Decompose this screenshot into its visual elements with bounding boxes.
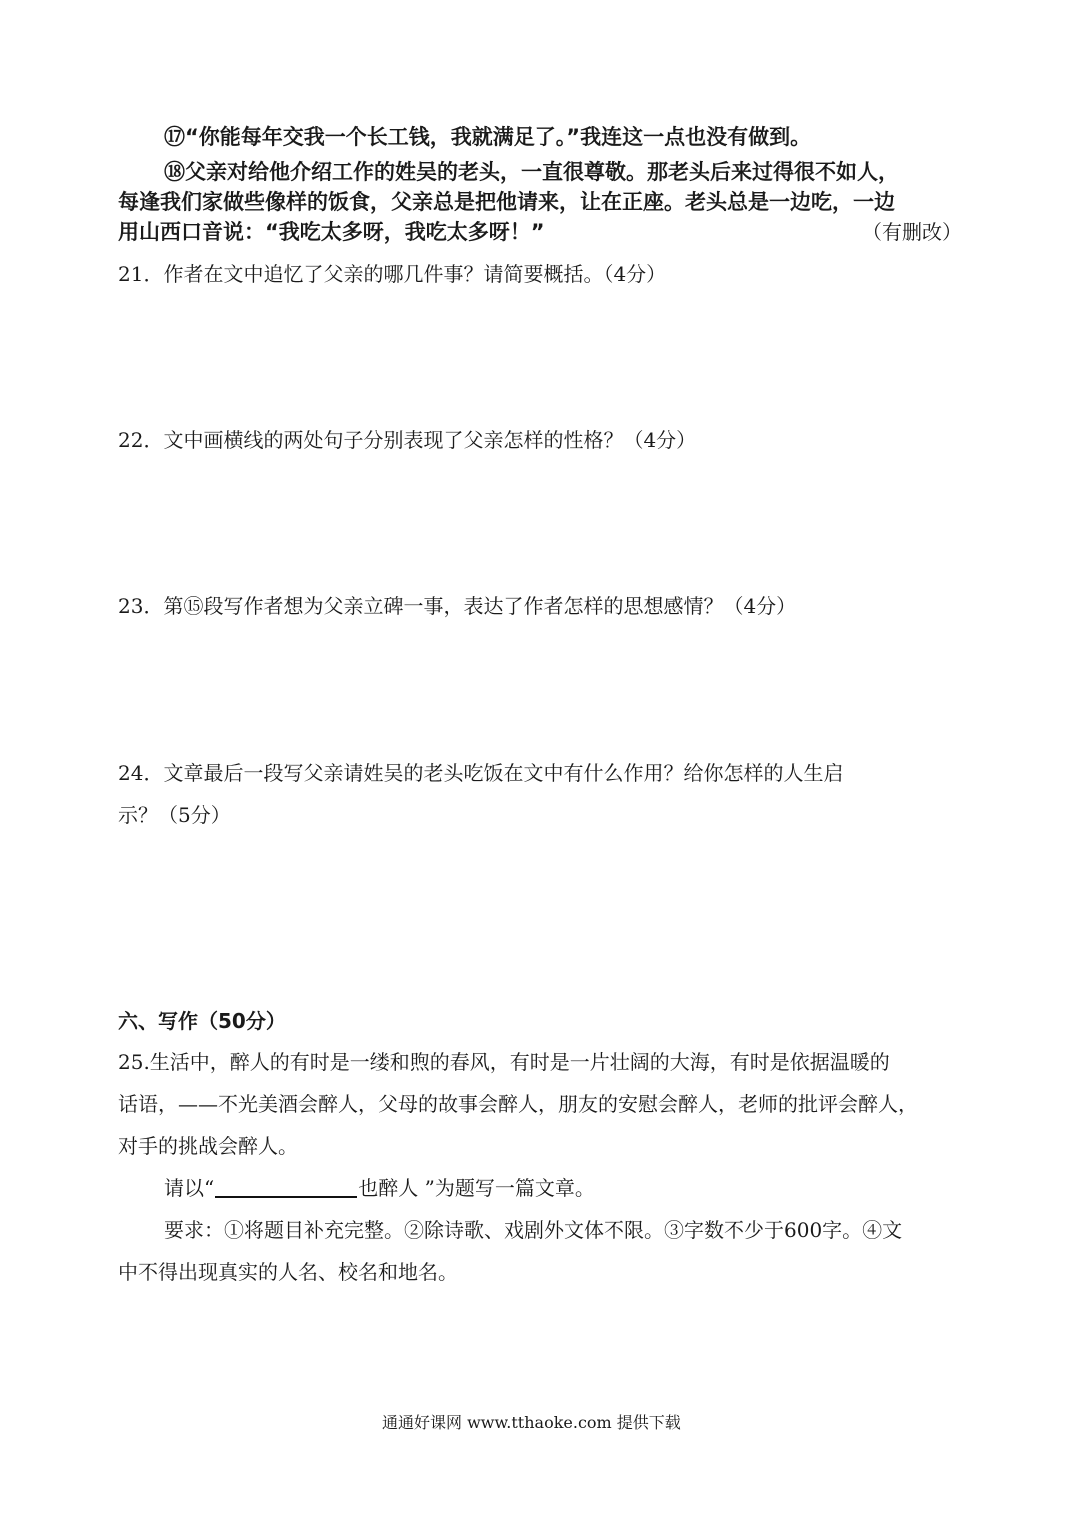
passage-paragraph-18-line-3: 用山西口音说：“我吃太多呀，我吃太多呀！” <box>118 220 545 244</box>
source-note: （有删改） <box>862 220 962 244</box>
essay-prompt <box>164 1172 595 1201</box>
question-25-line-3: 对手的挑战会醉人。 <box>118 1134 298 1158</box>
page-footer: 通通好课网 www.tthaoke.com 提供下载 <box>382 1413 681 1432</box>
question-24-line-2: 示？（5分） <box>118 803 231 827</box>
question-25-line-2: 话语，——不光美酒会醉人，父母的故事会醉人，朋友的安慰会醉人，老师的批评会醉人， <box>118 1092 918 1116</box>
question-24-line-1: 24．文章最后一段写父亲请姓吴的老头吃饭在文中有什么作用？给你怎样的人生启 <box>118 761 844 785</box>
question-22: 22．文中画横线的两处句子分别表现了父亲怎样的性格？（4分） <box>118 428 697 452</box>
question-23: 23．第⑮段写作者想为父亲立碑一事，表达了作者怎样的思想感情？（4分） <box>118 594 797 618</box>
passage-paragraph-18-line-1: ⑱父亲对给他介绍工作的姓吴的老头，一直很尊敬。那老头后来过得很不如人， <box>164 160 899 184</box>
requirements-line-1: 要求：①将题目补充完整。②除诗歌、戏剧外文体不限。③字数不少于600字。④文 <box>164 1218 903 1242</box>
title-blank <box>215 1176 357 1198</box>
question-25-line-1: 25.生活中，醉人的有时是一缕和煦的春风，有时是一片壮阔的大海，有时是依据温暖的 <box>118 1050 890 1074</box>
essay-prompt-before: 请以“ <box>164 1176 215 1200</box>
question-21: 21．作者在文中追忆了父亲的哪几件事？请简要概括。（4分） <box>118 262 667 286</box>
section-heading-writing: 六、写作（50分） <box>118 1009 286 1033</box>
passage-paragraph-17: ⑰“你能每年交我一个长工钱，我就满足了。”我连这一点也没有做到。 <box>164 125 812 149</box>
passage-paragraph-18-line-2: 每逢我们家做些像样的饭食，父亲总是把他请来，让在正座。老头总是一边吃，一边 <box>118 190 895 214</box>
requirements-line-2: 中不得出现真实的人名、校名和地名。 <box>118 1260 458 1284</box>
essay-prompt-after: 也醉人 ”为题写一篇文章。 <box>358 1176 595 1200</box>
